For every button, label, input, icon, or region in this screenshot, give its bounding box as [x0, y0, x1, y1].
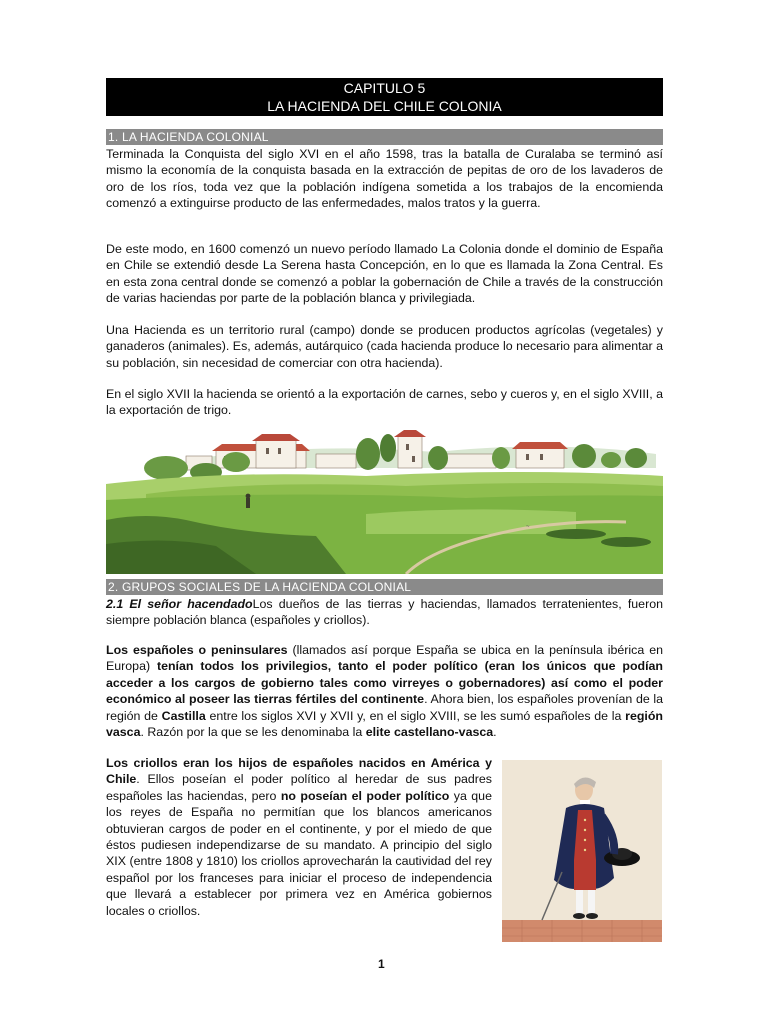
chapter-title: LA HACIENDA DEL CHILE COLONIA	[267, 98, 502, 114]
paragraph-colonia: De este modo, en 1600 comenzó un nuevo período llamado La Colonia donde el dominio de España en Chile se extendió desde La Serena hasta Concepción, en lo que es llamada la Zona Central. Es en esta zona central donde se comenzó a poblar la gobernación de Chile a través de la construcción de varias haciendas por parte de la población blanca y privilegiada.	[106, 242, 663, 306]
criollo-portrait	[502, 760, 662, 942]
chapter-number: CAPITULO 5	[343, 80, 426, 96]
section-heading-hacienda-colonial: 1. LA HACIENDA COLONIAL	[106, 129, 663, 145]
paragraph-espanoles-peninsulares: Los españoles o peninsulares (llamados así porque España se ubica en la península ibérica en Europa) tenían todos los privilegios, tanto el poder político (eran los únicos que podían acceder a los cargos de gobierno tales como virreyes o gobernadores) así como el poder económico al poseer las tierras fértiles del continente. Ahora bien, los españoles provenían de la región de Castilla entre los siglos XVI y XVII y, en el siglo XVIII, se les sumó españoles de la región vasca. Razón por la que se les denominaba la elite castellano-vasca.	[106, 643, 664, 740]
paragraph-senor-hacendado: 2.1 El señor hacendadoLos dueños de las tierras y haciendas, llamados terratenientes, fueron siempre población blanca (españoles y criollos).	[106, 597, 663, 628]
page-number: 1	[378, 957, 385, 971]
sub-heading-senor-hacendado: 2.1 El señor hacendado	[106, 597, 253, 611]
paragraph-conquista: Terminada la Conquista del siglo XVI en el año 1598, tras la batalla de Curalaba se terminó así mismo la economía de la conquista basada en la extracción de pepitas de oro de los lavaderos de oro de los ríos, toda vez que la población indígena sometida a los trabajos de la encomienda comenzó a extinguirse producto de las enfermedades, malos tratos y la guerra.	[106, 147, 663, 211]
section-heading-grupos-sociales: 2. GRUPOS SOCIALES DE LA HACIENDA COLONIAL	[106, 579, 663, 595]
artist-signature: ~	[526, 524, 530, 530]
paragraph-exportacion: En el siglo XVII la hacienda se orientó a la exportación de carnes, sebo y cueros y, en el siglo XVIII, a la exportación de trigo.	[106, 387, 663, 418]
paragraph-criollos: Los criollos eran los hijos de españoles nacidos en América y Chile. Ellos poseían el poder político al heredar de sus padres españoles las haciendas, pero no poseían el poder político ya que los reyes de España no permitían que los blancos americanos obtuvieran cargos de poder en el continente, y por el miedo de que éstos pudiesen independizarse de su mandato. A principio del siglo XIX (entre 1808 y 1810) los criollos aprovecharán la cautividad del rey español por los franceses para iniciar el proceso de independencia que llevará a establecer por primera vez en América gobiernos locales o criollos.	[106, 756, 492, 918]
chapter-title-box	[106, 78, 663, 116]
paragraph-hacienda-definition: Una Hacienda es un territorio rural (campo) donde se producen productos agrícolas (vegetales) y ganaderos (animales). Es, además, autárquico (cada hacienda produce lo necesario para alimentar a su población, sin necesidad de comerciar con otra hacienda).	[106, 323, 663, 370]
hacienda-illustration	[106, 424, 663, 574]
